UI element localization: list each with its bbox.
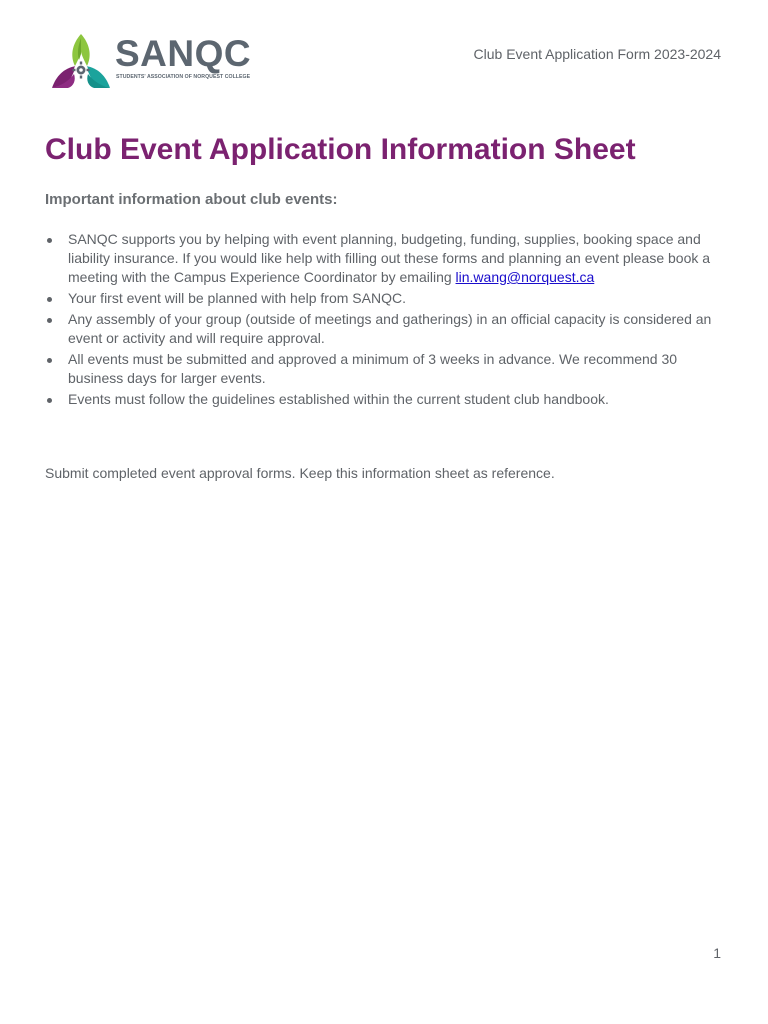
list-item xyxy=(45,310,725,348)
list-item-text: Any assembly of your group (outside of meetings and gatherings) in an official capacity is considered an event or activity and will require approval. xyxy=(68,311,712,346)
logo-tagline: STUDENTS' ASSOCIATION OF NORQUEST COLLEGE xyxy=(116,74,251,80)
tri-petal-logo-icon xyxy=(50,30,112,92)
list-item-text: All events must be submitted and approved a minimum of 3 weeks in advance. We recommend 30 business days for larger events. xyxy=(68,351,678,386)
page-title: Club Event Application Information Sheet xyxy=(45,133,636,166)
logo-wordmark: SANQC xyxy=(115,33,252,74)
form-label: Club Event Application Form 2023-2024 xyxy=(473,46,721,62)
info-bullet-list xyxy=(45,230,725,411)
page-number: 1 xyxy=(713,945,721,961)
list-item xyxy=(45,390,725,409)
list-item xyxy=(45,289,725,308)
list-item-text: SANQC supports you by helping with event planning, budgeting, funding, supplies, booking space and liability insurance. If you would like help with filling out these forms and planning an event please book a meeting with the Campus Experience Coordinator by emailing xyxy=(68,231,711,285)
list-item-text: Your first event will be planned with help from SANQC. xyxy=(68,290,406,306)
coordinator-email-link[interactable]: lin.wang@norquest.ca xyxy=(455,269,595,285)
list-item-text: Events must follow the guidelines established within the current student club handbook. xyxy=(68,391,609,407)
sanqc-logo xyxy=(50,30,255,92)
list-item xyxy=(45,230,725,287)
list-item xyxy=(45,350,725,388)
submit-note: Submit completed event approval forms. Keep this information sheet as reference. xyxy=(45,465,555,481)
section-subheading: Important information about club events: xyxy=(45,191,338,208)
